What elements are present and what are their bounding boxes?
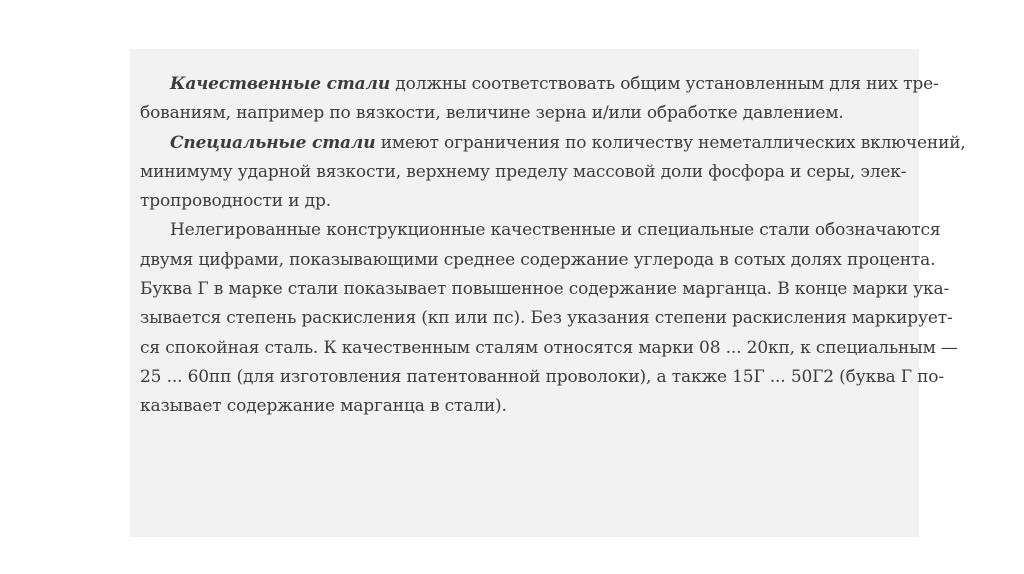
term-quality-steels: Качественные стали bbox=[170, 74, 391, 94]
line-text: имеют ограничения по количеству неметаллических включений, bbox=[375, 132, 966, 153]
text-line bbox=[140, 216, 941, 245]
line-text: 25 ... 60пп (для изготовления патентованной проволоки), а также 15Г ... 50Г2 (буква Г по- bbox=[140, 366, 944, 387]
text-line bbox=[140, 304, 953, 333]
line-text: должны соответствовать общим установленным для них тре- bbox=[390, 74, 939, 94]
term-special-steels: Специальные стали bbox=[170, 132, 376, 153]
line-text: минимуму ударной вязкости, верхнему пределу массовой доли фосфора и серы, элек- bbox=[140, 161, 907, 182]
text-line bbox=[140, 99, 900, 128]
text-line bbox=[140, 363, 944, 392]
line-text: зывается степень раскисления (кп или пс). Без указания степени раскисления маркирует- bbox=[140, 308, 953, 329]
text-line bbox=[140, 158, 907, 187]
line-text: Буква Г в марке стали показывает повышенное содержание марганца. В конце марки ука- bbox=[140, 279, 950, 300]
line-text: казывает содержание марганца в стали). bbox=[140, 396, 507, 417]
line-text: бованиям, например по вязкости, величине зерна и/или обработке давлением. bbox=[140, 103, 844, 124]
line-text: двумя цифрами, показывающими среднее содержание углерода в сотых долях процента. bbox=[140, 249, 936, 270]
document-text bbox=[140, 70, 966, 422]
text-line bbox=[140, 392, 900, 421]
text-line bbox=[140, 187, 900, 216]
line-text: Нелегированные конструкционные качественные и специальные стали обозначаются bbox=[170, 220, 941, 241]
text-line bbox=[140, 129, 966, 158]
line-text: тропроводности и др. bbox=[140, 191, 331, 212]
text-line bbox=[140, 70, 939, 99]
text-line bbox=[140, 275, 950, 304]
text-line bbox=[140, 334, 958, 363]
text-line bbox=[140, 246, 936, 275]
line-text: ся спокойная сталь. К качественным сталям относятся марки 08 ... 20кп, к специальным — bbox=[140, 337, 958, 358]
